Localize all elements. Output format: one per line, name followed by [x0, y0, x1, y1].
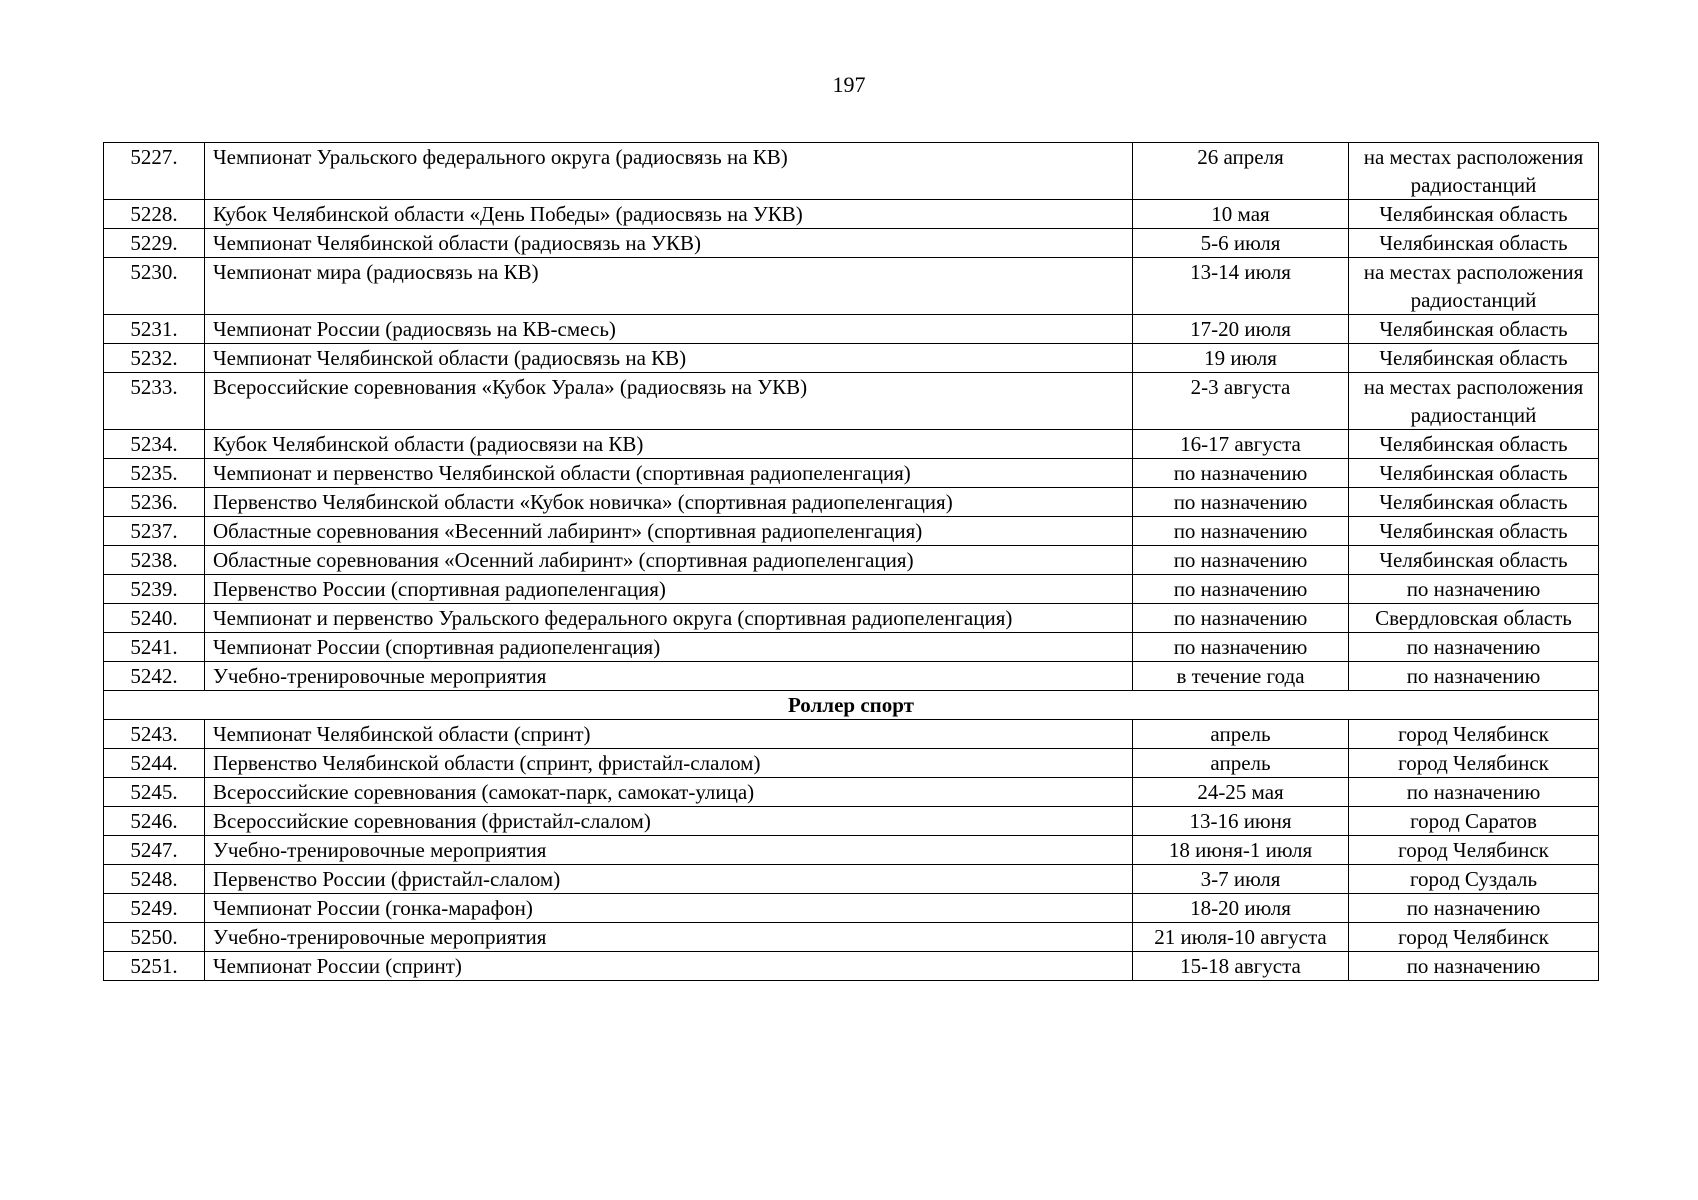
event-date: 24-25 мая — [1133, 778, 1349, 807]
event-place: город Челябинск — [1349, 720, 1599, 749]
event-name: Областные соревнования «Осенний лабиринт» (спортивная радиопеленгация) — [205, 546, 1133, 575]
row-number: 5245. — [104, 778, 205, 807]
event-name: Чемпионат России (спринт) — [205, 952, 1133, 981]
event-place: город Челябинск — [1349, 836, 1599, 865]
row-number: 5234. — [104, 430, 205, 459]
row-number: 5240. — [104, 604, 205, 633]
event-name: Всероссийские соревнования «Кубок Урала» (радиосвязь на УКВ) — [205, 373, 1133, 430]
row-number: 5248. — [104, 865, 205, 894]
event-name: Первенство Челябинской области «Кубок новичка» (спортивная радиопеленгация) — [205, 488, 1133, 517]
row-number: 5232. — [104, 344, 205, 373]
event-name: Чемпионат мира (радиосвязь на КВ) — [205, 258, 1133, 315]
event-date: 26 апреля — [1133, 143, 1349, 200]
event-place: по назначению — [1349, 952, 1599, 981]
table-row — [104, 807, 1599, 836]
event-place: Свердловская область — [1349, 604, 1599, 633]
event-name: Первенство России (фристайл-слалом) — [205, 865, 1133, 894]
event-date: 19 июля — [1133, 344, 1349, 373]
event-place: по назначению — [1349, 633, 1599, 662]
row-number: 5230. — [104, 258, 205, 315]
event-name: Учебно-тренировочные мероприятия — [205, 923, 1133, 952]
event-name: Учебно-тренировочные мероприятия — [205, 836, 1133, 865]
event-date: 13-14 июля — [1133, 258, 1349, 315]
row-number: 5247. — [104, 836, 205, 865]
event-name: Чемпионат России (радиосвязь на КВ-смесь) — [205, 315, 1133, 344]
row-number: 5236. — [104, 488, 205, 517]
row-number: 5227. — [104, 143, 205, 200]
event-date: по назначению — [1133, 517, 1349, 546]
table-row — [104, 749, 1599, 778]
row-number: 5235. — [104, 459, 205, 488]
event-name: Всероссийские соревнования (самокат-парк, самокат-улица) — [205, 778, 1133, 807]
event-place: на местах расположения радиостанций — [1349, 143, 1599, 200]
event-date: по назначению — [1133, 459, 1349, 488]
table-row — [104, 662, 1599, 691]
event-place: по назначению — [1349, 662, 1599, 691]
event-date: апрель — [1133, 720, 1349, 749]
event-place: Челябинская область — [1349, 517, 1599, 546]
row-number: 5231. — [104, 315, 205, 344]
event-name: Чемпионат Челябинской области (радиосвязь на КВ) — [205, 344, 1133, 373]
table-row — [104, 258, 1599, 315]
table-row — [104, 778, 1599, 807]
event-name: Кубок Челябинской области «День Победы» (радиосвязь на УКВ) — [205, 200, 1133, 229]
table-row — [104, 633, 1599, 662]
row-number: 5229. — [104, 229, 205, 258]
table-row — [104, 865, 1599, 894]
event-name: Областные соревнования «Весенний лабиринт» (спортивная радиопеленгация) — [205, 517, 1133, 546]
event-date: по назначению — [1133, 546, 1349, 575]
event-place: город Суздаль — [1349, 865, 1599, 894]
event-date: по назначению — [1133, 575, 1349, 604]
event-date: 18 июня-1 июля — [1133, 836, 1349, 865]
row-number: 5244. — [104, 749, 205, 778]
table-row — [104, 575, 1599, 604]
event-place: на местах расположения радиостанций — [1349, 258, 1599, 315]
event-name: Кубок Челябинской области (радиосвязи на КВ) — [205, 430, 1133, 459]
table-row — [104, 143, 1599, 200]
event-place: на местах расположения радиостанций — [1349, 373, 1599, 430]
event-place: по назначению — [1349, 894, 1599, 923]
table-row — [104, 952, 1599, 981]
schedule-table — [103, 142, 1599, 981]
table-row — [104, 517, 1599, 546]
event-place: Челябинская область — [1349, 546, 1599, 575]
row-number: 5242. — [104, 662, 205, 691]
table-row — [104, 923, 1599, 952]
event-place: город Саратов — [1349, 807, 1599, 836]
section-title: Роллер спорт — [104, 691, 1599, 720]
event-name: Чемпионат России (спортивная радиопеленгация) — [205, 633, 1133, 662]
row-number: 5251. — [104, 952, 205, 981]
event-name: Первенство России (спортивная радиопеленгация) — [205, 575, 1133, 604]
event-date: по назначению — [1133, 633, 1349, 662]
row-number: 5239. — [104, 575, 205, 604]
event-name: Первенство Челябинской области (спринт, фристайл-слалом) — [205, 749, 1133, 778]
event-date: 5-6 июля — [1133, 229, 1349, 258]
row-number: 5241. — [104, 633, 205, 662]
event-date: 13-16 июня — [1133, 807, 1349, 836]
row-number: 5249. — [104, 894, 205, 923]
event-name: Чемпионат Уральского федерального округа (радиосвязь на КВ) — [205, 143, 1133, 200]
event-place: по назначению — [1349, 575, 1599, 604]
row-number: 5243. — [104, 720, 205, 749]
event-name: Чемпионат России (гонка-марафон) — [205, 894, 1133, 923]
event-place: Челябинская область — [1349, 459, 1599, 488]
table-row — [104, 546, 1599, 575]
event-name: Чемпионат и первенство Челябинской области (спортивная радиопеленгация) — [205, 459, 1133, 488]
event-date: 18-20 июля — [1133, 894, 1349, 923]
event-date: в течение года — [1133, 662, 1349, 691]
table-row — [104, 488, 1599, 517]
event-date: 2-3 августа — [1133, 373, 1349, 430]
table-row — [104, 315, 1599, 344]
event-place: по назначению — [1349, 778, 1599, 807]
row-number: 5250. — [104, 923, 205, 952]
event-place: Челябинская область — [1349, 200, 1599, 229]
table-row — [104, 604, 1599, 633]
event-name: Учебно-тренировочные мероприятия — [205, 662, 1133, 691]
event-place: город Челябинск — [1349, 923, 1599, 952]
event-place: Челябинская область — [1349, 229, 1599, 258]
table-row — [104, 229, 1599, 258]
table-row — [104, 459, 1599, 488]
event-date: апрель — [1133, 749, 1349, 778]
event-date: 16-17 августа — [1133, 430, 1349, 459]
table-row — [104, 200, 1599, 229]
event-place: Челябинская область — [1349, 488, 1599, 517]
row-number: 5228. — [104, 200, 205, 229]
event-name: Всероссийские соревнования (фристайл-слалом) — [205, 807, 1133, 836]
event-date: 10 мая — [1133, 200, 1349, 229]
event-place: город Челябинск — [1349, 749, 1599, 778]
event-name: Чемпионат Челябинской области (радиосвязь на УКВ) — [205, 229, 1133, 258]
table-row — [104, 430, 1599, 459]
row-number: 5233. — [104, 373, 205, 430]
event-place: Челябинская область — [1349, 315, 1599, 344]
event-place: Челябинская область — [1349, 344, 1599, 373]
row-number: 5246. — [104, 807, 205, 836]
table-row — [104, 836, 1599, 865]
event-date: 21 июля-10 августа — [1133, 923, 1349, 952]
section-row — [104, 691, 1599, 720]
event-date: 3-7 июля — [1133, 865, 1349, 894]
event-place: Челябинская область — [1349, 430, 1599, 459]
table-row — [104, 720, 1599, 749]
event-date: 15-18 августа — [1133, 952, 1349, 981]
table-row — [104, 344, 1599, 373]
row-number: 5237. — [104, 517, 205, 546]
row-number: 5238. — [104, 546, 205, 575]
event-name: Чемпионат и первенство Уральского федерального округа (спортивная радиопеленгация) — [205, 604, 1133, 633]
event-name: Чемпионат Челябинской области (спринт) — [205, 720, 1133, 749]
page-number: 197 — [832, 72, 866, 97]
event-date: 17-20 июля — [1133, 315, 1349, 344]
table-row — [104, 894, 1599, 923]
table-row — [104, 373, 1599, 430]
event-date: по назначению — [1133, 488, 1349, 517]
event-date: по назначению — [1133, 604, 1349, 633]
